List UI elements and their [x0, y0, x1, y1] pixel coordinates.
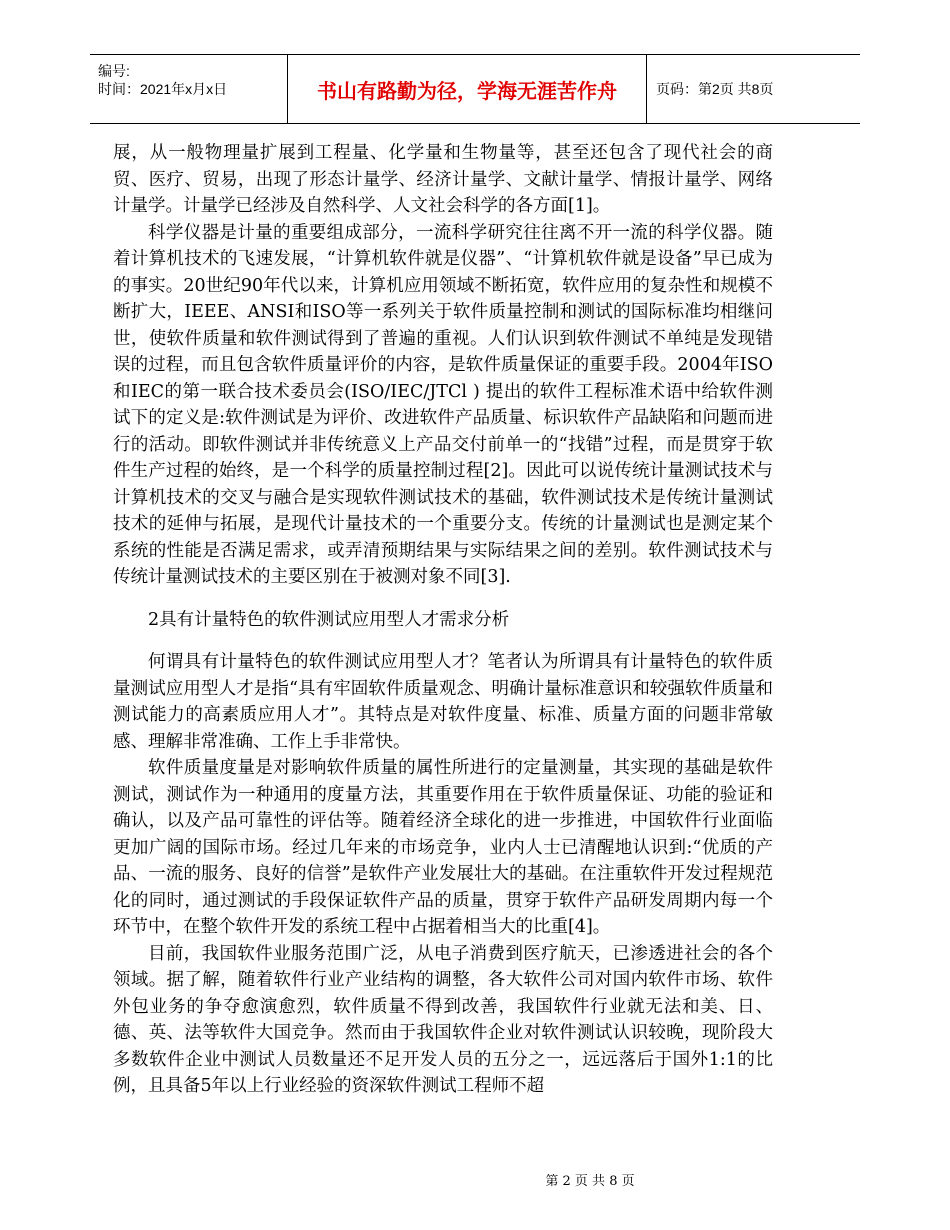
paragraph-3: 何谓具有计量特色的软件测试应用型人才？笔者认为所谓具有计量特色的软件质量测试应用型人才是指“具有牢固软件质量观念、明确计量标准意识和较强软件质量和测试能力的高素质应用人才”。其特点是对软件度量、标准、质量方面的问题非常敏感、理解非常准确、工作上手非常快。	[113, 652, 773, 752]
paragraph-4: 软件质量度量是对影响软件质量的属性所进行的定量测量，其实现的基础是软件测试，测试作为一种通用的度量方法，其重要作用在于软件质量保证、功能的验证和确认，以及产品可靠性的评估等。随着经济全球化的进一步推进，中国软件行业面临更加广阔的国际市场。经过几年来的市场竞争，业内人士已清醒地认识到:“优质的产品、一流的服务、良好的信誉”是软件产业发展壮大的基础。在注重软件开发过程规范化的同时，通过测试的手段保证软件产品的质量，贯穿于软件产品研发周期内每一个环节中，在整个软件开发的系统工程中占据着相当大的比重[4]。	[113, 758, 773, 937]
header-date: 时间：2021年x月x日	[98, 81, 228, 97]
doc-number-label: 编号:	[98, 63, 130, 79]
header-page-number: 页码：第2页 共8页	[656, 81, 774, 97]
page-footer	[0, 1170, 950, 1189]
page-header	[90, 54, 860, 124]
paragraph-5: 目前，我国软件业服务范围广泛，从电子消费到医疗航天，已渗透进社会的各个领域。据了解，随着软件行业产业结构的调整，各大软件公司对国内软件市场、软件外包业务的争夺愈演愈烈，软件质量不得到改善，我国软件行业就无法和美、日、德、英、法等软件大国竞争。然而由于我国软件企业对软件测试认识较晚，现阶段大多数软件企业中测试人员数量还不足开发人员的五分之一，远远落后于国外1:1的比例，且具备5年以上行业经验的资深软件测试工程师不超	[113, 943, 773, 1096]
document-body	[113, 140, 773, 1100]
section-heading: 2具有计量特色的软件测试应用型人才需求分析	[148, 609, 510, 630]
footer-page-number: 第 2 页 共 8 页	[545, 1174, 635, 1189]
header-meta	[90, 55, 287, 123]
paragraph-2: 科学仪器是计量的重要组成部分，一流科学研究往往离不开一流的科学仪器。随着计算机技术的飞速发展，“计算机软件就是仪器”、“计算机软件就是设备”早已成为的事实。20世纪90年代以来，计算机应用领域不断拓宽，软件应用的复杂性和规模不断扩大，IEEE、ANSI和ISO等一系列关于软件质量控制和测试的国际标准均相继问世，使软件质量和软件测试得到了普遍的重视。人们认识到软件测试不单纯是发现错误的过程，而且包含软件质量评价的内容，是软件质量保证的重要手段。2004年ISO和IEC的第一联合技术委员会(ISO/IEC/JTCl ) 提出的软件工程标准术语中给软件测试下的定义是:软件测试是为评价、改进软件产品质量、标识软件产品缺陷和问题而进行的活动。即软件测试并非传统意义上产品交付前单一的“找错”过程，而是贯穿于软件生产过程的始终，是一个科学的质量控制过程[2]。因此可以说传统计量测试技术与计算机技术的交叉与融合是实现软件测试技术的基础，软件测试技术是传统计量测试技术的延伸与拓展，是现代计量技术的一个重要分支。传统的计量测试也是测定某个系统的性能是否满足需求，或弄清预期结果与实际结果之间的差别。软件测试技术与传统计量测试技术的主要区别在于被测对象不同[3].	[113, 222, 773, 587]
paragraph-1: 展，从一般物理量扩展到工程量、化学量和生物量等，甚至还包含了现代社会的商贸、医疗、贸易，出现了形态计量学、经济计量学、文献计量学、情报计量学、网络计量学。计量学已经涉及自然科学、人文社会科学的各方面[1]。	[113, 143, 773, 216]
header-motto: 书山有路勤为径，学海无涯苦作舟	[287, 55, 647, 123]
